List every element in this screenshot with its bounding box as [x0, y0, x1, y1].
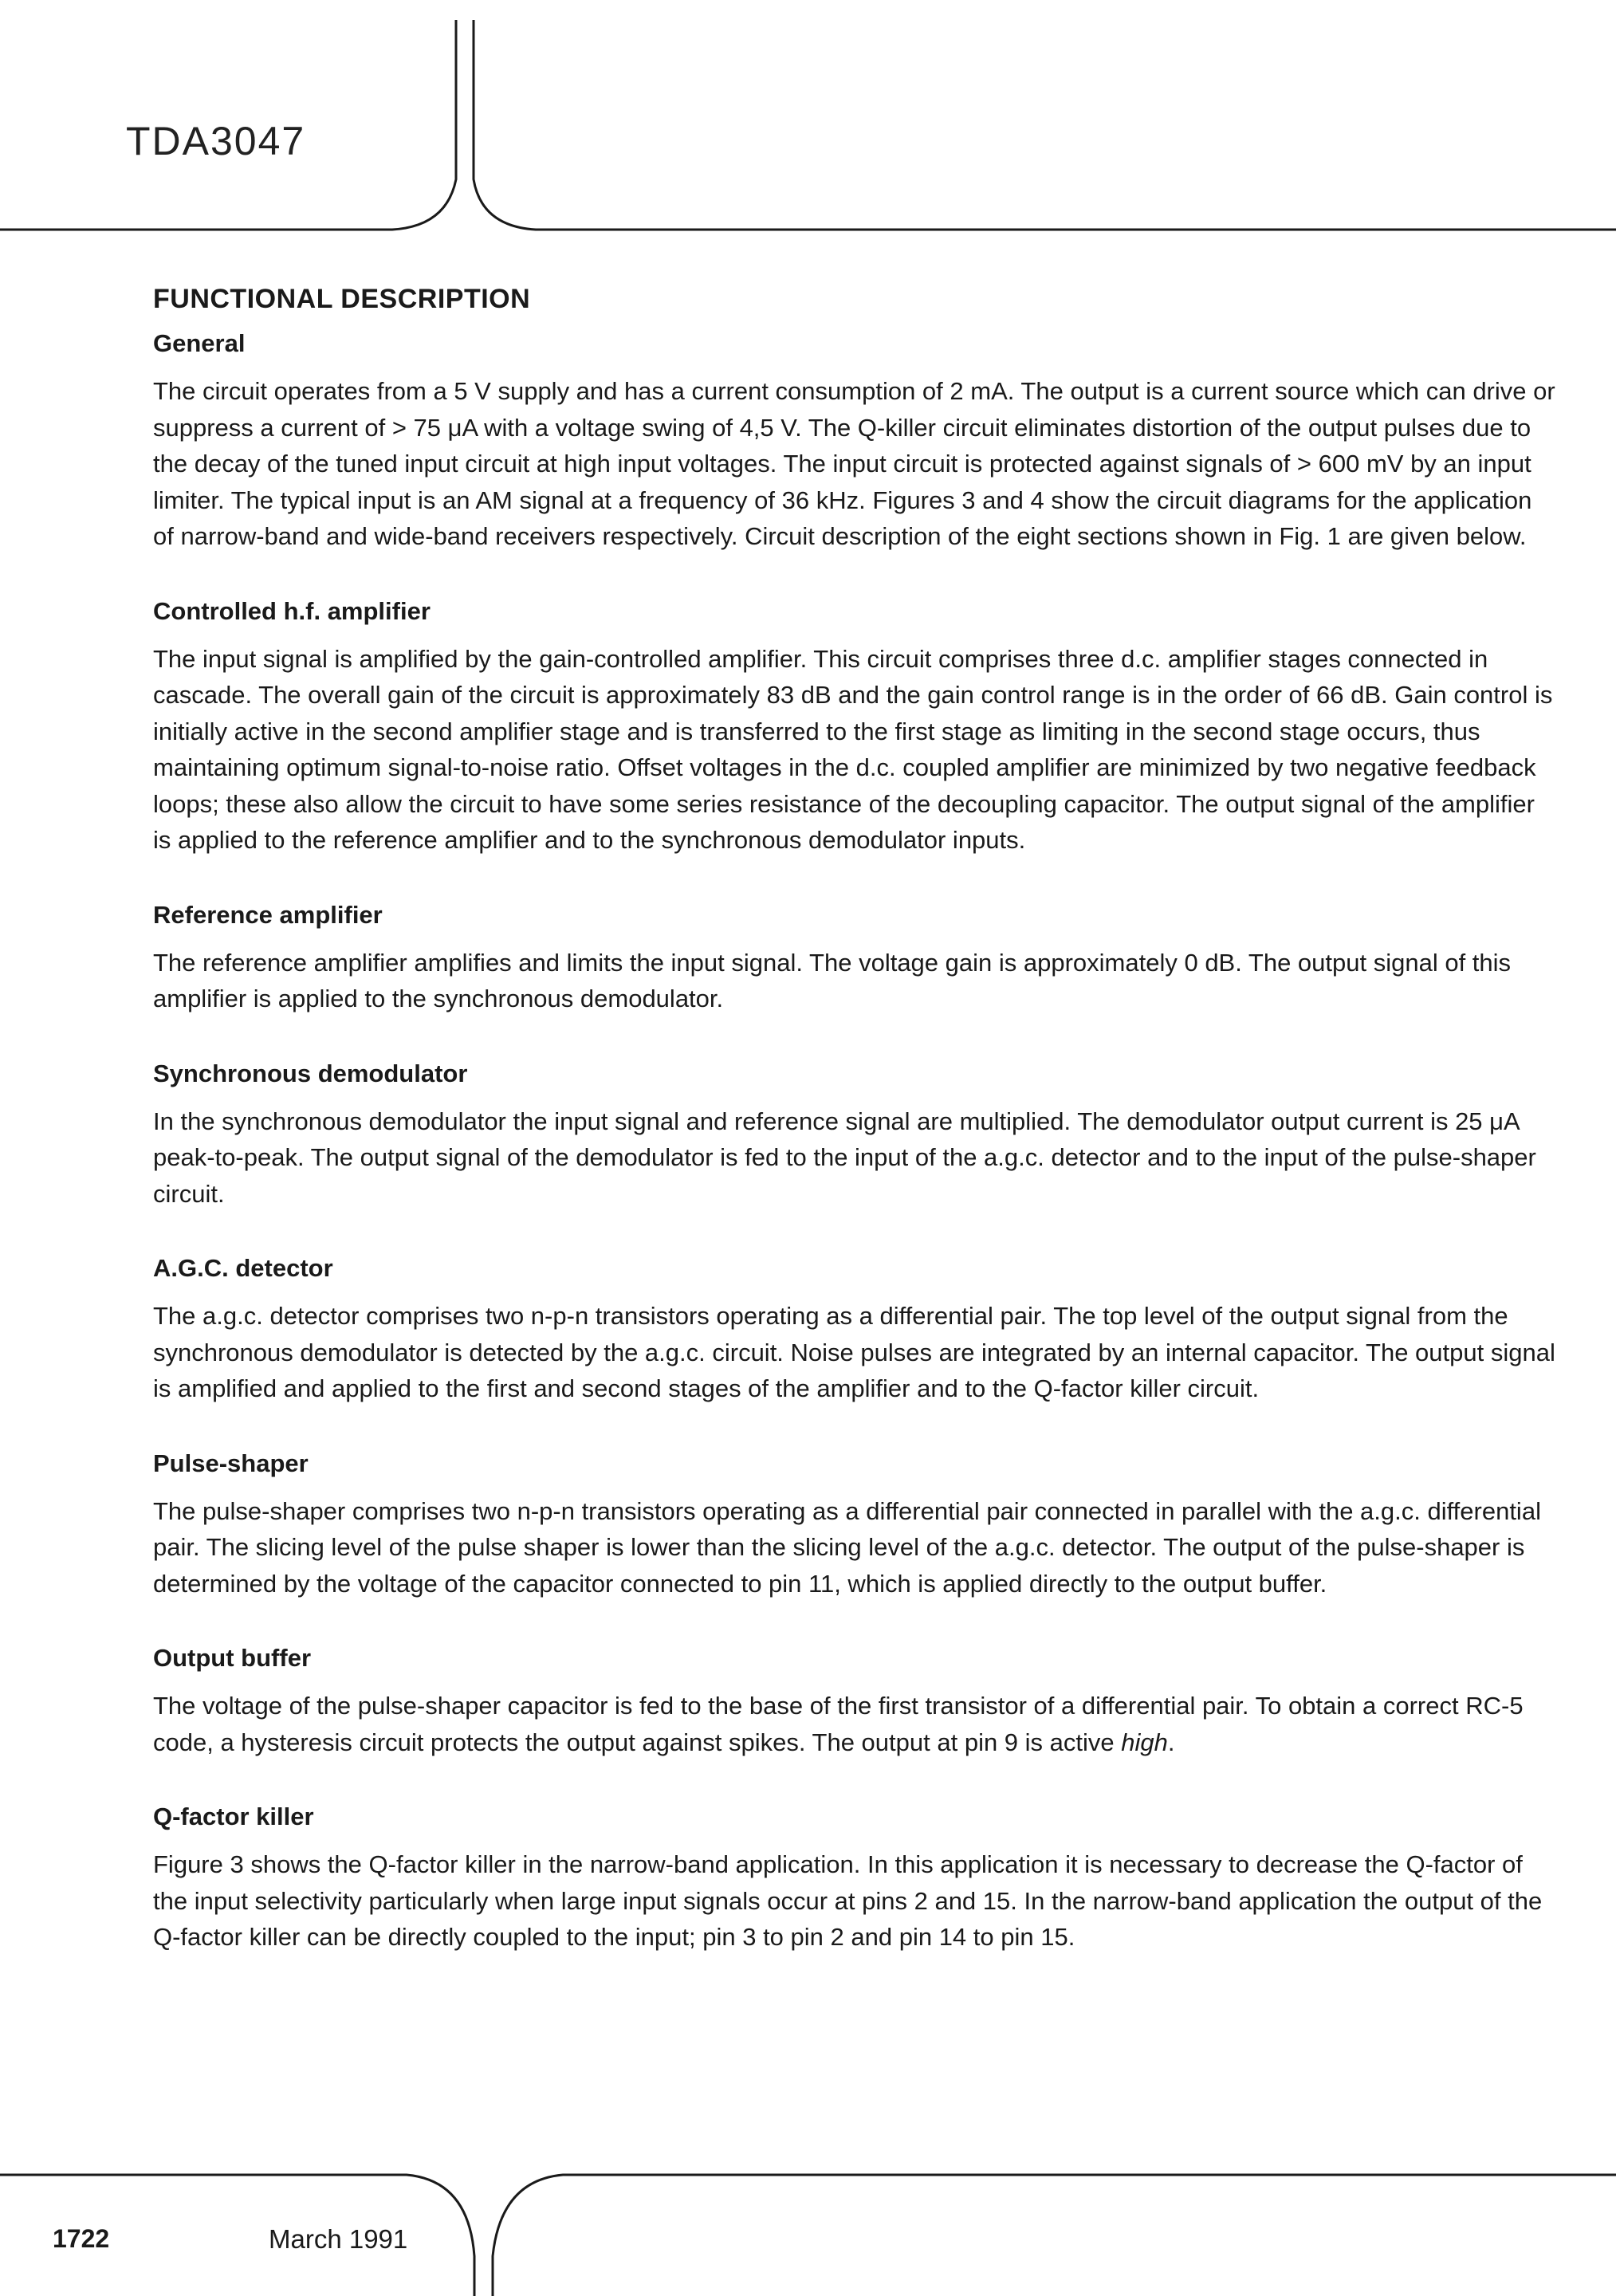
- subsection-controlled-hf-amplifier: [153, 596, 1556, 859]
- subsection-title: Pulse-shaper: [153, 1449, 309, 1477]
- footer-rule-right: [493, 2175, 1616, 2296]
- subsection-synchronous-demodulator: [153, 1059, 1556, 1213]
- subsection-reference-amplifier: [153, 900, 1556, 1017]
- document-body: [153, 328, 1556, 1997]
- subsection-title: Reference amplifier: [153, 900, 383, 929]
- subsection-general: [153, 328, 1556, 555]
- subsection-title: A.G.C. detector: [153, 1254, 333, 1282]
- paragraph-emphasis: high: [1121, 1728, 1168, 1756]
- section-heading: FUNCTIONAL DESCRIPTION: [153, 284, 531, 314]
- header-rule-right: [474, 20, 1616, 230]
- subsection-title: Output buffer: [153, 1644, 312, 1672]
- subsection-paragraph: [153, 1688, 1556, 1760]
- publication-date: March 1991: [269, 2224, 408, 2254]
- subsection-title: Synchronous demodulator: [153, 1059, 468, 1087]
- subsection-paragraph: The reference amplifier amplifies and limits the input signal. The voltage gain is approximately 0 dB. The output signal of this amplifier is applied to the synchronous demodulator.: [153, 948, 1512, 1012]
- subsection-paragraph: In the synchronous demodulator the input signal and reference signal are multiplied. The demodulator output current is 25 μA peak-to-peak. The output signal of the demodulator is fed to the input of the a.g.c. detector and to the input of the pulse-shaper circuit.: [153, 1107, 1536, 1208]
- subsection-paragraph: The pulse-shaper comprises two n-p-n transistors operating as a differential pair connected in parallel with the a.g.c. differential pair. The slicing level of the pulse shaper is lower than the slicing level of the a.g.c. detector. The output of the pulse-shaper is determined by the voltage of the capacitor connected to pin 11, which is applied directly to the output buffer.: [153, 1496, 1541, 1598]
- subsection-q-factor-killer: [153, 1802, 1556, 1956]
- subsection-paragraph: The circuit operates from a 5 V supply and has a current consumption of 2 mA. The output is a current source which can drive or suppress a current of > 75 μA with a voltage swing of 4,5 V. The Q-killer circuit eliminates distortion of the output pulses due to the decay of the tuned input circuit at high input voltages. The input circuit is protected against signals of > 600 mV by an input limiter. The typical input is an AM signal at a frequency of 36 kHz. Figures 3 and 4 show the circuit diagrams for the application of narrow-band and wide-band receivers respectively. Circuit description of the eight sections shown in Fig. 1 are given below.: [153, 377, 1555, 550]
- product-code: TDA3047: [126, 119, 306, 163]
- subsection-title: Controlled h.f. amplifier: [153, 596, 431, 625]
- subsection-agc-detector: [153, 1253, 1556, 1407]
- paragraph-end: .: [1167, 1728, 1175, 1756]
- subsection-paragraph: The a.g.c. detector comprises two n-p-n transistors operating as a differential pair. The top level of the output signal from the synchronous demodulator is detected by the a.g.c. circuit. Noise pulses are integrated by an internal capacitor. The output signal is amplified and applied to the first and second stages of the amplifier and to the Q-factor killer circuit.: [153, 1302, 1555, 1402]
- subsection-paragraph: Figure 3 shows the Q-factor killer in the narrow-band application. In this application it is necessary to decrease the Q-factor of the input selectivity particularly when large input signals occur at pins 2 and 15. In the narrow-band application the output of the Q-factor killer can be directly coupled to the input; pin 3 to pin 2 and pin 14 to pin 15.: [153, 1850, 1543, 1951]
- paragraph-text: The voltage of the pulse-shaper capacitor is fed to the base of the first transistor of a differential pair. To obtain a correct RC-5 code, a hysteresis circuit protects the output against spikes. The output at pin 9 is active: [153, 1692, 1524, 1756]
- page-number: 1722: [53, 2224, 110, 2253]
- subsection-title: Q-factor killer: [153, 1803, 314, 1830]
- subsection-paragraph: The input signal is amplified by the gain-controlled amplifier. This circuit comprises three d.c. amplifier stages connected in cascade. The overall gain of the circuit is approximately 83 dB and the gain control range is in the order of 66 dB. Gain control is initially active in the second amplifier stage and is transferred to the first stage as limiting in the second stage occurs, thus maintaining optimum signal-to-noise ratio. Offset voltages in the d.c. coupled amplifier are minimized by two negative feedback loops; these also allow the circuit to have some series resistance of the decoupling capacitor. The output signal of the amplifier is applied to the reference amplifier and to the synchronous demodulator inputs.: [153, 644, 1553, 854]
- subsection-output-buffer: [153, 1643, 1556, 1760]
- subsection-title: General: [153, 329, 246, 357]
- subsection-pulse-shaper: [153, 1449, 1556, 1602]
